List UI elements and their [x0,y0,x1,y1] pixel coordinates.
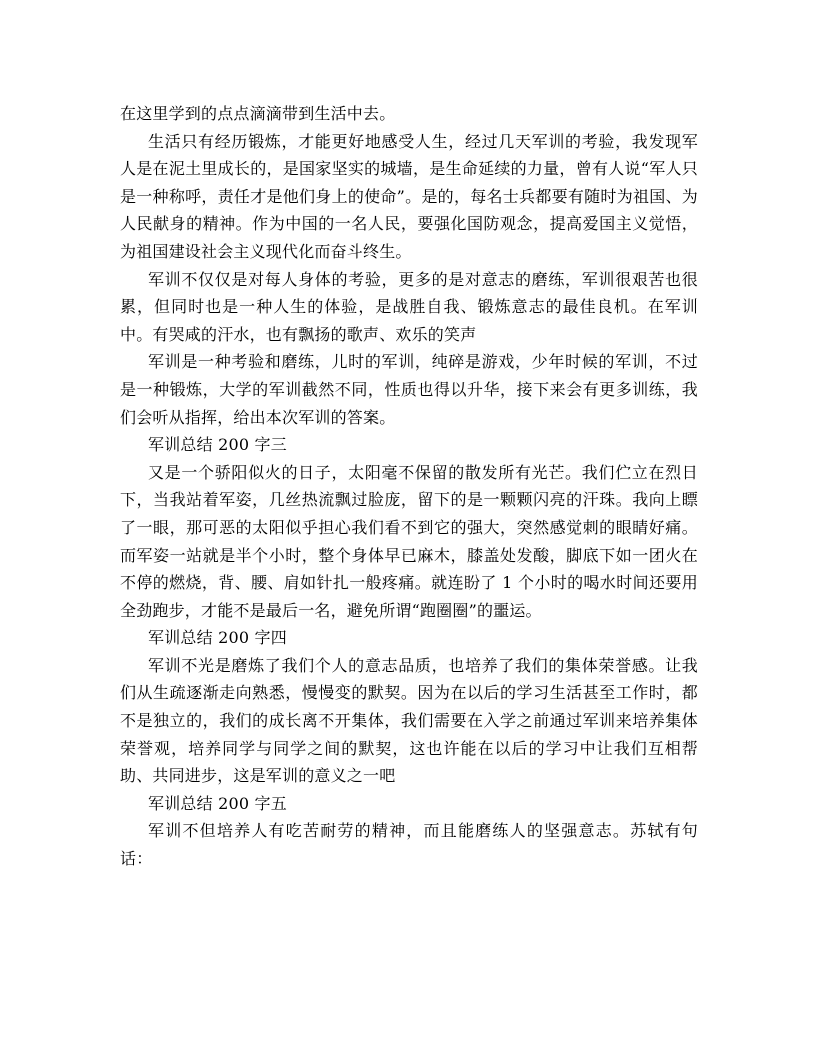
section-heading-five: 军训总结 200 字五 [148,793,287,813]
paragraph-life-experience: 生活只有经历锻炼，才能更好地感受人生，经过几天军训的考验，我发现军人是在泥土里成长的，是国家坚实的城墙，是生命延续的力量，曾有人说“军人只是一种称呼，责任才是他们身上的使命”。是的，每名士兵都要有随时为祖国、为人民献身的精神。作为中国的一名人民，要强化国防观念，提高爱国主义觉悟，为祖国建设社会主义现代化而奋斗终生。 [120,131,698,261]
paragraph-will-training: 军训不仅仅是对每人身体的考验，更多的是对意志的磨练，军训很艰苦也很累，但同时也是一种人生的体验，是战胜自我、锻炼意志的最佳良机。在军训中。有哭咸的汗水，也有飘扬的歌声、欢乐的笑声 [120,269,698,344]
document-body [120,100,698,873]
section-heading-four: 军训总结 200 字四 [148,628,287,648]
paragraph-hot-day: 又是一个骄阳似火的日子，太阳毫不保留的散发所有光芒。我们伫立在烈日下，当我站着军姿，几丝热流飘过脸庞，留下的是一颗颗闪亮的汗珠。我向上瞟了一眼，那可恶的太阳似乎担心我们看不到它的强大，突然感觉刺的眼睛好痛。而军姿一站就是半个小时，整个身体早已麻木，膝盖处发酸，脚底下如一团火在不停的燃烧，背、腰、肩如针扎一般疼痛。就连盼了 1 个小时的喝水时间还要用全劲跑步，才能不是最后一名，避免所谓“跑圈圈”的噩运。 [120,462,698,620]
paragraph-test-and-tempering: 军训是一种考验和磨练，儿时的军训，纯碎是游戏，少年时候的军训，不过是一种锻炼，大学的军训截然不同，性质也得以升华，接下来会有更多训练，我们会听从指挥，给出本次军训的答案。 [120,352,698,427]
paragraph-collective-honor: 军训不光是磨炼了我们个人的意志品质，也培养了我们的集体荣誉感。让我们从生疏逐渐走向熟悉，慢慢变的默契。因为在以后的学习生活甚至工作时，都不是独立的，我们的成长离不开集体，我们需要在入学之前通过军训来培养集体荣誉观，培养同学与同学之间的默契，这也许能在以后的学习中让我们互相帮助、共同进步，这是军训的意义之一吧 [120,655,698,786]
section-heading-three: 军训总结 200 字三 [148,435,287,455]
paragraph-continuation: 在这里学到的点点滴滴带到生活中去。 [120,104,396,123]
paragraph-hardship-spirit: 军训不但培养人有吃苦耐劳的精神，而且能磨练人的坚强意志。苏轼有句话： [120,821,698,869]
